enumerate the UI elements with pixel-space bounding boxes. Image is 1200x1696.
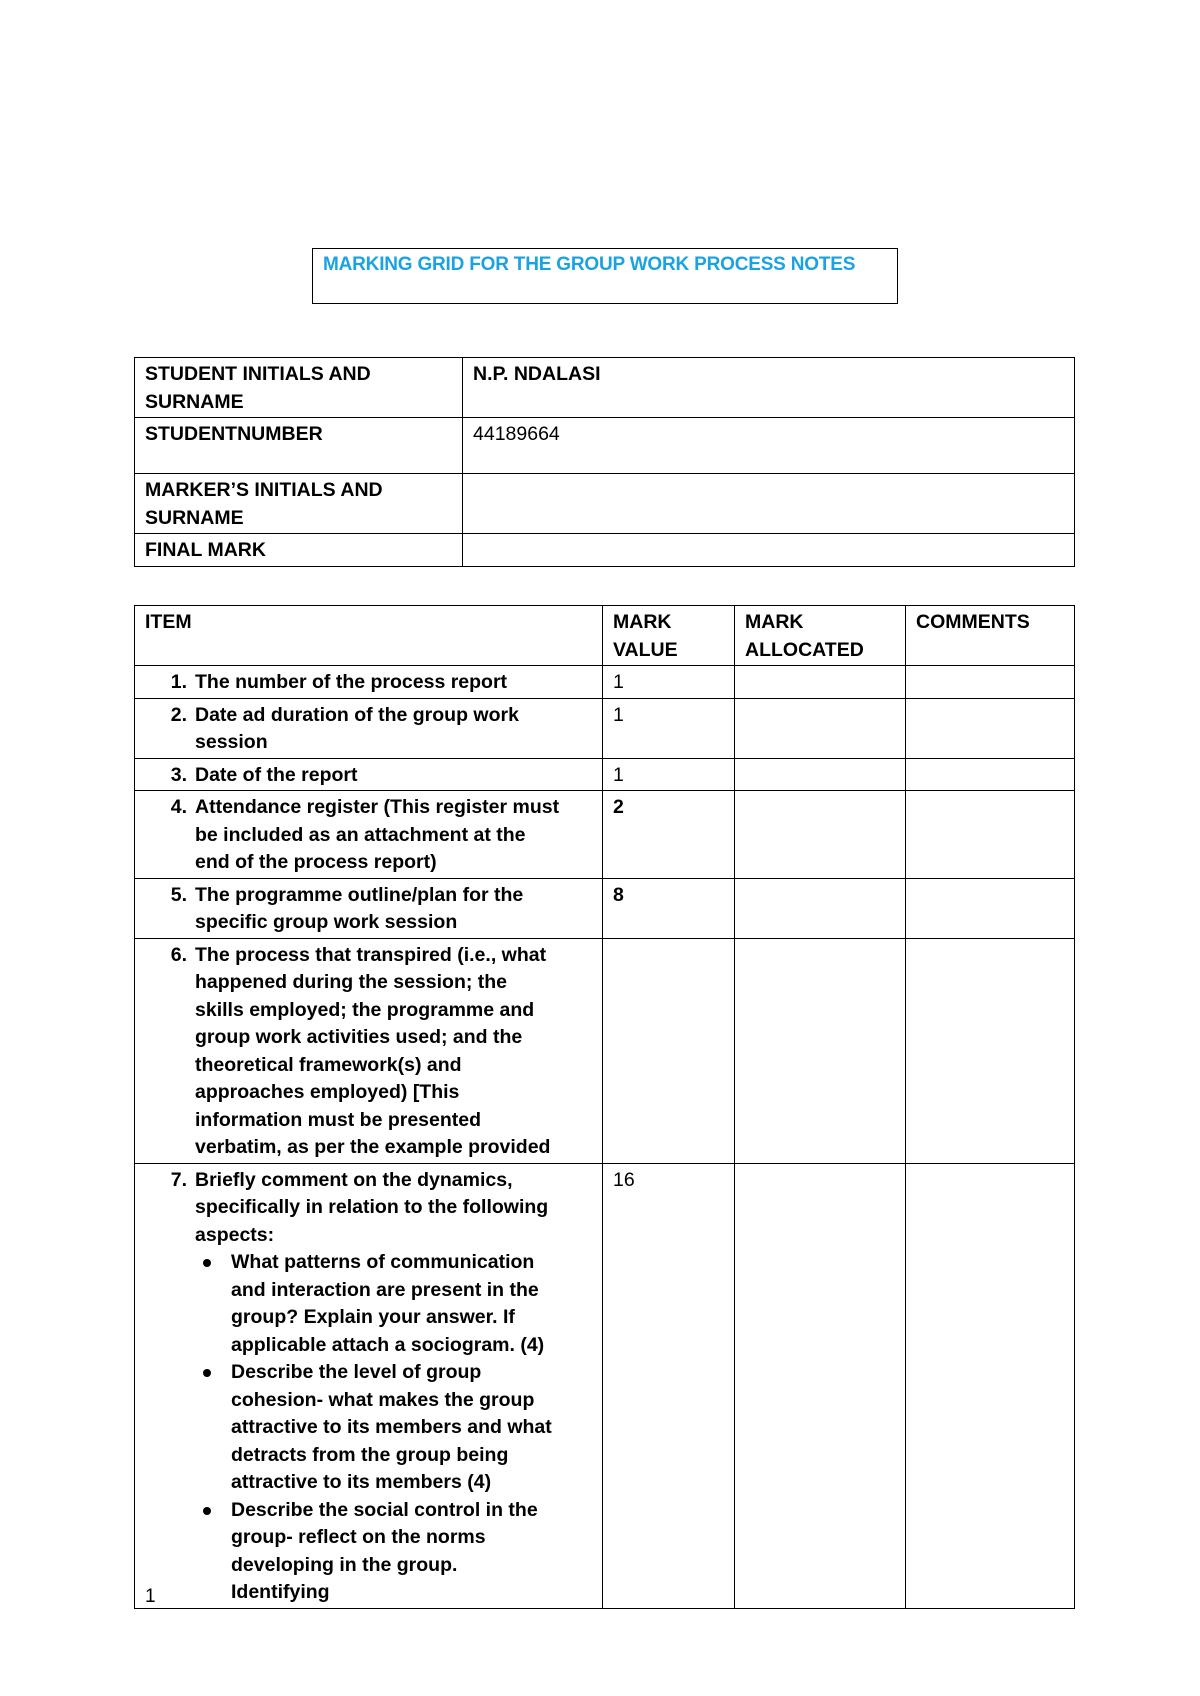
item-text: Date ad duration of the group work session [195, 703, 519, 753]
student-value: N.P. NDALASI [463, 358, 1075, 418]
title-box [312, 248, 898, 304]
item-text: The number of the process report [195, 671, 508, 693]
student-info-table [134, 357, 1075, 567]
header-comments: COMMENTS [906, 606, 1075, 666]
comments-cell[interactable] [906, 698, 1075, 758]
comments-cell[interactable] [906, 938, 1075, 1163]
student-number-value: 44189664 [463, 418, 1075, 474]
table-row [135, 758, 1075, 791]
mark-value-cell: 1 [603, 666, 735, 699]
mark-value-cell: 8 [603, 878, 735, 938]
mark-allocated-cell[interactable] [735, 791, 906, 879]
comments-cell[interactable] [906, 878, 1075, 938]
mark-value-cell: 2 [603, 791, 735, 879]
mark-value-cell: 1 [603, 758, 735, 791]
grid-header-row [135, 606, 1075, 666]
item-number: 4. [170, 796, 187, 818]
list-item: Describe the social control in the group- reflect on the norms developing in the group. Identifying [195, 1497, 560, 1607]
table-row [135, 698, 1075, 758]
table-row [135, 666, 1075, 699]
mark-allocated-cell[interactable] [735, 878, 906, 938]
student-label: STUDENT INITIALS AND SURNAME [135, 358, 463, 418]
page-number: 1 [145, 1586, 156, 1607]
bullet-list [195, 1249, 560, 1607]
header-item: ITEM [135, 606, 603, 666]
header-mark-value: MARK VALUE [603, 606, 735, 666]
item-number: 6. [170, 943, 187, 966]
comments-cell[interactable] [906, 758, 1075, 791]
comments-cell[interactable] [906, 1163, 1075, 1608]
final-mark-label: FINAL MARK [135, 534, 463, 567]
item-text: The programme outline/plan for the specific group work session [195, 883, 524, 933]
mark-value-cell: 16 [603, 1163, 735, 1608]
comments-cell[interactable] [906, 666, 1075, 699]
table-row [135, 878, 1075, 938]
table-row [135, 791, 1075, 879]
document-title: MARKING GRID FOR THE GROUP WORK PROCESS NOTES [323, 254, 856, 275]
item-number: 5. [170, 883, 187, 906]
marker-row [135, 474, 1075, 534]
item-text: The process that transpired (i.e., what happened during the session; the skills employed; the programme and group work activities used; and the theoretical framework(s) and approaches employed) [This information must be presented verbatim, as per the example provided [195, 943, 551, 1158]
list-item: Describe the level of group cohesion- what makes the group attractive to its members and what detracts from the group being attractive to its members (4) [195, 1359, 560, 1497]
mark-allocated-cell[interactable] [735, 758, 906, 791]
item-number: 2. [170, 703, 187, 726]
student-row [135, 358, 1075, 418]
mark-allocated-cell[interactable] [735, 1163, 906, 1608]
item-text: Date of the report [195, 763, 358, 786]
mark-value-cell [603, 938, 735, 1163]
item-number: 3. [170, 763, 187, 786]
item-number: 7. [170, 1168, 187, 1191]
comments-cell[interactable] [906, 791, 1075, 879]
student-number-label: STUDENTNUMBER [135, 418, 463, 474]
mark-allocated-cell[interactable] [735, 698, 906, 758]
student-number-row [135, 418, 1075, 474]
header-mark-allocated: MARK ALLOCATED [735, 606, 906, 666]
item-number: 1. [170, 671, 187, 693]
final-mark-value [463, 534, 1075, 567]
marker-label: MARKER’S INITIALS AND SURNAME [135, 474, 463, 534]
marking-grid-table [134, 605, 1075, 1609]
table-row [135, 938, 1075, 1163]
item-text: Briefly comment on the dynamics, specifically in relation to the following aspects: [195, 1168, 549, 1246]
mark-allocated-cell[interactable] [735, 938, 906, 1163]
list-item: What patterns of communication and interaction are present in the group? Explain your answer. If applicable attach a sociogram. (4) [195, 1249, 560, 1359]
marker-value [463, 474, 1075, 534]
mark-value-cell: 1 [603, 698, 735, 758]
item-text: Attendance register (This register must be included as an attachment at the end of the process report) [195, 796, 560, 873]
final-mark-row [135, 534, 1075, 567]
table-row [135, 1163, 1075, 1608]
mark-allocated-cell[interactable] [735, 666, 906, 699]
